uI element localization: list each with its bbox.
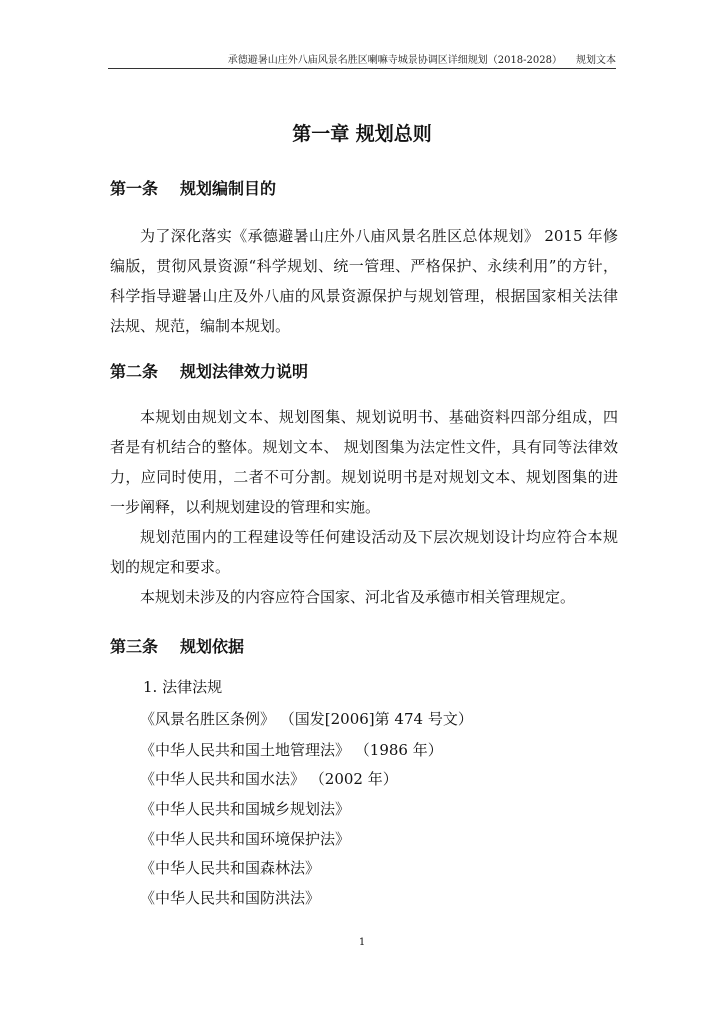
list-item: 《中华人民共和国城乡规划法》: [140, 800, 351, 818]
list-item: 《中华人民共和国森林法》: [140, 859, 321, 877]
list-item: 《中华人民共和国土地管理法》 （1986 年）: [140, 741, 443, 759]
list-item: 《中华人民共和国防洪法》: [140, 889, 321, 907]
section-title: 规划法律效力说明: [180, 362, 309, 381]
paragraph: 规划范围内的工程建设等任何建设活动及下层次规划设计均应符合本规划的规定和要求。: [110, 528, 618, 576]
section-heading-3: [110, 634, 244, 657]
list-item: 《风景名胜区条例》 （国发[2006]第 474 号文）: [140, 710, 473, 728]
paragraph: 本规划未涉及的内容应符合国家、河北省及承德市相关管理规定。: [140, 588, 576, 606]
paragraph: 为了深化落实《承德避暑山庄外八庙风景名胜区总体规划》 2015 年修编版，贯彻风景资源“科学规划、统一管理、严格保护、永续利用”的方针，科学指导避暑山庄及外八庙的风景资源保护与规划管理，根据国家相关法律法规、规范，编制本规划。: [110, 227, 618, 335]
header-doc-type: 规划文本: [576, 55, 616, 66]
header-text: [228, 51, 616, 66]
chapter-title: 第一章 规划总则: [292, 123, 432, 145]
section-title: 规划编制目的: [180, 179, 277, 198]
page-number: 1: [358, 937, 366, 948]
page-header: [108, 48, 616, 69]
section-heading-1: [110, 176, 276, 199]
list-item: 《中华人民共和国水法》 （2002 年）: [140, 770, 398, 788]
section-title: 规划依据: [180, 637, 245, 656]
section-number: 第一条: [110, 179, 159, 198]
subheading: 1. 法律法规: [143, 678, 223, 696]
header-title: 承德避暑山庄外八庙风景名胜区喇嘛寺城景协调区详细规划（2018-2028）: [227, 55, 562, 66]
list-item: 《中华人民共和国环境保护法》: [140, 830, 351, 848]
paragraph: 本规划由规划文本、规划图集、规划说明书、基础资料四部分组成，四者是有机结合的整体。规划文本、 规划图集为法定性文件，具有同等法律效力，应同时使用，二者不可分割。规划说明书是对规划文本、规划图集的进一步阐释，以利规划建设的管理和实施。: [110, 408, 618, 516]
section-heading-2: [110, 359, 308, 382]
section-number: 第三条: [110, 637, 159, 656]
section-number: 第二条: [110, 362, 159, 381]
